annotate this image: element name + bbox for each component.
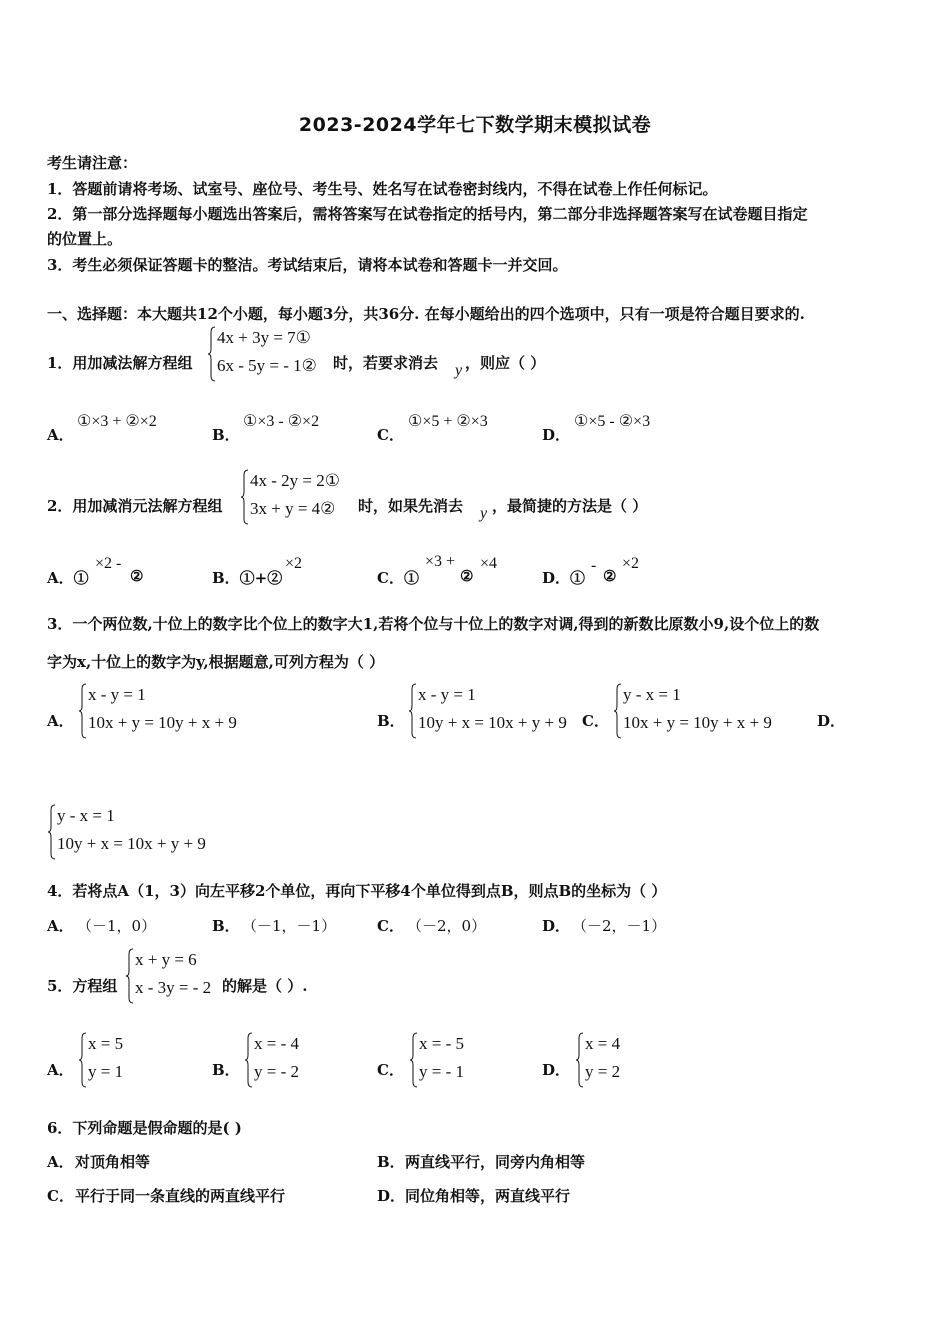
q2-option-d-sup2: ×2 (622, 555, 640, 572)
q2-suffix2: ，最简捷的方法是（ ） (492, 497, 648, 515)
q5-option-c-eq2: y = - 1 (419, 1062, 464, 1081)
q1-option-d-expr: ①×5 - ②×3 (574, 413, 651, 430)
q2-option-c-tail: ② (460, 567, 474, 585)
q6-option-c-value: 平行于同一条直线的两直线平行 (75, 1187, 286, 1205)
q6-option-c-label[interactable]: C． (47, 1187, 74, 1205)
q3-option-d-label[interactable]: D． (817, 712, 846, 730)
q3-line1: 3．一个两位数,十位上的数字比个位上的数字大1,若将个位与十位上的数字对调,得到的新数比原数小9,设个位上的数 (47, 615, 820, 633)
q1-eq2: 6x - 5y = - 1② (217, 356, 317, 375)
q3-option-b-label[interactable]: B． (377, 712, 405, 730)
q1-option-a-label[interactable]: A． (47, 426, 74, 444)
q2-option-d-sup: - (591, 557, 597, 574)
q5-eq1: x + y = 6 (135, 950, 197, 969)
q3-option-c-eq1: y - x = 1 (623, 685, 681, 704)
q5-option-c-system (409, 1032, 499, 1088)
q1-var: y (455, 362, 463, 379)
q1-prefix: 1．用加减法解方程组 (47, 354, 193, 372)
q2-option-b-sup: ×2 (285, 555, 303, 572)
brace-icon (47, 804, 57, 860)
q4-option-a-value: （－1，0） (77, 917, 157, 935)
q1-system (207, 326, 337, 382)
brace-icon (613, 683, 623, 739)
q3-option-a-eq1: x - y = 1 (88, 685, 146, 704)
q1-eq1: 4x + 3y = 7① (217, 328, 311, 347)
q4-option-c-value: （－2，0） (407, 917, 487, 935)
q5-option-c-label[interactable]: C． (377, 1061, 404, 1079)
q3-option-a-system (78, 683, 258, 739)
q2-option-d-label[interactable]: D．① (542, 569, 586, 587)
q2-var: y (480, 505, 488, 522)
brace-icon (408, 683, 418, 739)
q4-option-b-value: （－1，－1） (242, 917, 337, 935)
q3-option-a-label[interactable]: A． (47, 712, 74, 730)
q4-text: 4．若将点A（1，3）向左平移2个单位，再向下平移4个单位得到点B，则点B的坐标为（ ） (47, 882, 667, 900)
q1-suffix2: ，则应（ ） (465, 354, 546, 372)
q3-option-c-system (613, 683, 793, 739)
notice-item-3: 3．考生必须保证答题卡的整洁。考试结束后，请将本试卷和答题卡一并交回。 (47, 256, 568, 274)
q2-option-c-label[interactable]: C．① (377, 569, 419, 587)
q5-option-a-eq2: y = 1 (88, 1062, 124, 1081)
q5-eq2: x - 3y = - 2 (135, 978, 212, 997)
q5-option-d-eq1: x = 4 (585, 1034, 621, 1053)
q1-option-c-label[interactable]: C． (377, 426, 404, 444)
q5-option-a-system (78, 1032, 158, 1088)
q2-option-c-sup2: ×4 (480, 555, 498, 572)
q6-option-b-label[interactable]: B． (377, 1153, 405, 1171)
brace-icon (78, 1032, 88, 1088)
q6-text: 6．下列命题是假命题的是( ) (47, 1119, 242, 1137)
q3-option-c-label[interactable]: C． (582, 712, 609, 730)
q3-option-d-eq2: 10y + x = 10x + y + 9 (57, 834, 206, 853)
q3-option-b-system (408, 683, 578, 739)
notice-item-2-cont: 的位置上。 (47, 230, 123, 248)
q5-suffix: 的解是（ ）. (222, 977, 308, 995)
q2-option-a-tail: ② (130, 567, 144, 585)
q2-option-a-sup: ×2 - (95, 555, 122, 572)
brace-icon (575, 1032, 585, 1088)
q2-option-a-label[interactable]: A．① (47, 569, 89, 587)
brace-icon (240, 469, 250, 525)
q2-option-b-label[interactable]: B．①+② (212, 569, 283, 587)
q1-option-b-expr: ①×3 - ②×2 (243, 413, 320, 430)
page-title: 2023-2024学年七下数学期末模拟试卷 (298, 114, 652, 136)
q5-option-b-system (244, 1032, 334, 1088)
q4-option-d-label[interactable]: D． (542, 917, 571, 935)
q6-option-d-value: 同位角相等，两直线平行 (405, 1187, 571, 1205)
q2-system (240, 469, 360, 525)
q1-option-c-expr: ①×5 + ②×3 (408, 413, 488, 430)
q6-option-b-value: 两直线平行，同旁内角相等 (405, 1153, 586, 1171)
q1-option-d-label[interactable]: D． (542, 426, 571, 444)
q2-suffix1: 时，如果先消去 (358, 497, 464, 515)
q2-option-d-tail: ② (603, 567, 617, 585)
q1-option-a-expr: ①×3 + ②×2 (77, 413, 157, 430)
q6-option-a-label[interactable]: A． (47, 1153, 74, 1171)
q4-option-d-value: （－2，－1） (572, 917, 667, 935)
q2-prefix: 2．用加减消元法解方程组 (47, 497, 223, 515)
q5-option-b-eq2: y = - 2 (254, 1062, 299, 1081)
q5-option-d-system (575, 1032, 655, 1088)
q2-option-c-sup: ×3 + (425, 553, 456, 570)
brace-icon (207, 326, 217, 382)
q4-option-c-label[interactable]: C． (377, 917, 404, 935)
brace-icon (244, 1032, 254, 1088)
q2-eq1: 4x - 2y = 2① (250, 471, 340, 490)
q5-option-a-eq1: x = 5 (88, 1034, 124, 1053)
q5-prefix: 5．方程组 (47, 977, 118, 995)
q3-option-d-eq1: y - x = 1 (57, 806, 115, 825)
q2-eq2: 3x + y = 4② (250, 499, 336, 518)
notice-item-2: 2．第一部分选择题每小题选出答案后，需将答案写在试卷指定的括号内，第二部分非选择题答案写在试卷题目指定 (47, 205, 808, 223)
q3-option-a-eq2: 10x + y = 10y + x + 9 (88, 713, 237, 732)
section-heading: 一、选择题：本大题共12个小题，每小题3分，共36分. 在每小题给出的四个选项中，只有一项是符合题目要求的. (47, 305, 805, 323)
notice-header: 考生请注意： (47, 154, 138, 172)
q3-option-b-eq1: x - y = 1 (418, 685, 476, 704)
q5-option-b-label[interactable]: B． (212, 1061, 240, 1079)
q5-system (125, 948, 225, 1004)
notice-item-1: 1．答题前请将考场、试室号、座位号、考生号、姓名写在试卷密封线内，不得在试卷上作任何标记。 (47, 180, 718, 198)
q1-option-b-label[interactable]: B． (212, 426, 240, 444)
q5-option-c-eq1: x = - 5 (419, 1034, 464, 1053)
q4-option-a-label[interactable]: A． (47, 917, 74, 935)
q5-option-a-label[interactable]: A． (47, 1061, 74, 1079)
q4-option-b-label[interactable]: B． (212, 917, 240, 935)
q3-line2: 字为x,十位上的数字为y,根据题意,可列方程为（ ） (47, 653, 385, 671)
q6-option-d-label[interactable]: D． (377, 1187, 406, 1205)
brace-icon (125, 948, 135, 1004)
q5-option-b-eq1: x = - 4 (254, 1034, 299, 1053)
q1-suffix1: 时，若要求消去 (333, 354, 439, 372)
q3-option-b-eq2: 10y + x = 10x + y + 9 (418, 713, 567, 732)
q3-option-c-eq2: 10x + y = 10y + x + 9 (623, 713, 772, 732)
brace-icon (409, 1032, 419, 1088)
brace-icon (78, 683, 88, 739)
q6-option-a-value: 对顶角相等 (75, 1153, 151, 1171)
q5-option-d-eq2: y = 2 (585, 1062, 621, 1081)
q5-option-d-label[interactable]: D． (542, 1061, 571, 1079)
q3-option-d-system (47, 804, 227, 860)
